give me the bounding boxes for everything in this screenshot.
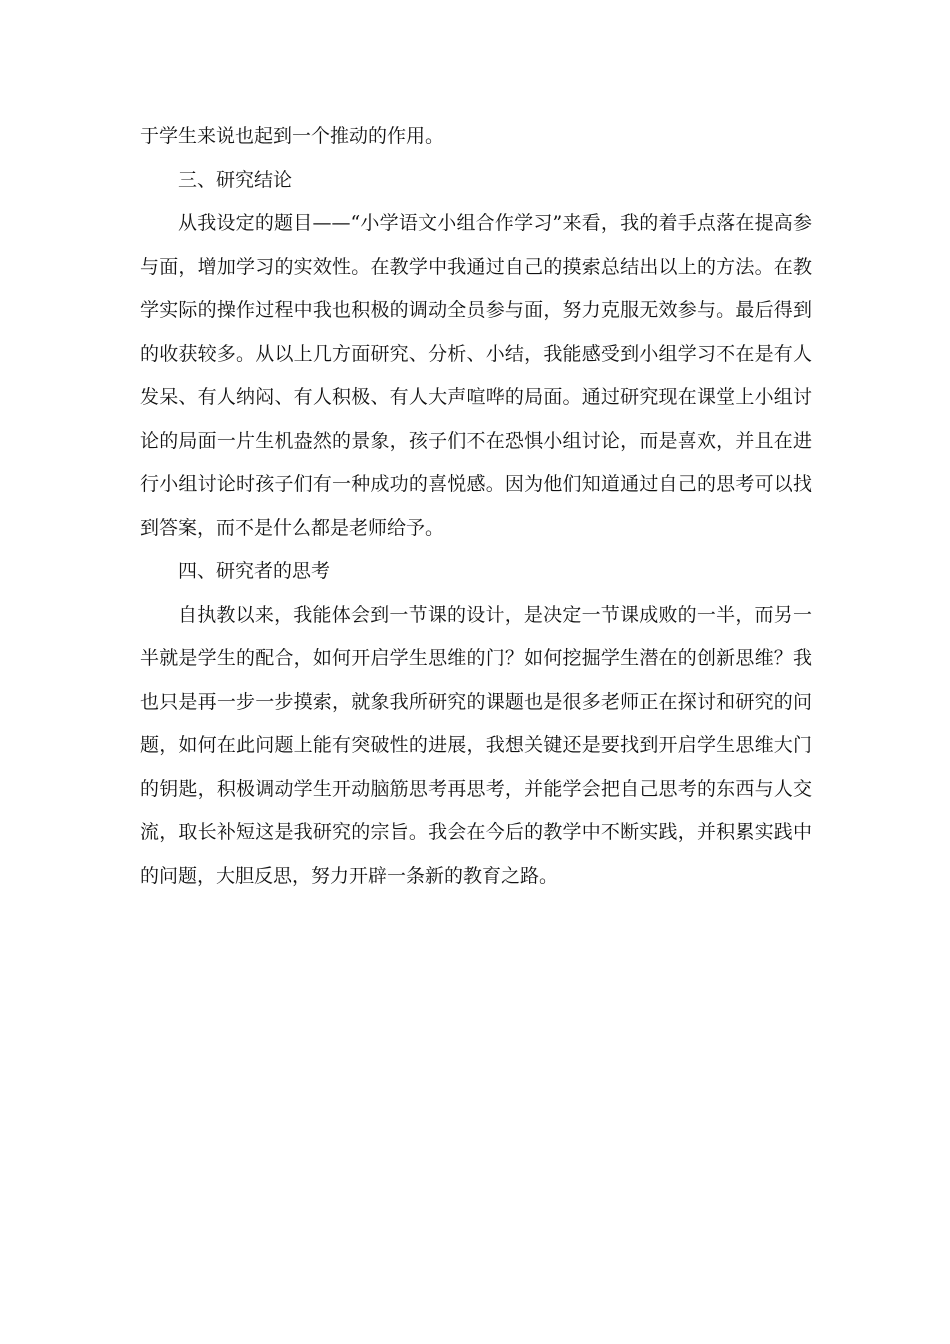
section-heading-reflection: 四、研究者的思考 bbox=[178, 560, 331, 582]
paragraph-conclusion: 从我设定的题目——“小学语文小组合作学习”来看，我的着手点落在提高参与面，增加学习的实效性。在教学中我通过自己的摸索总结出以上的方法。在教学实际的操作过程中我也积极的调动全员参与面，努力克服无效参与。最后得到的收获较多。从以上几方面研究、分析、小结，我能感受到小组学习不在是有人发呆、有人纳闷、有人积极、有人大声喧哗的局面。通过研究现在课堂上小组讨论的局面一片生机盎然的景象，孩子们不在恐惧小组讨论，而是喜欢，并且在进行小组讨论时孩子们有一种成功的喜悦感。因为他们知道通过自己的思考可以找到答案，而不是什么都是老师给予。 bbox=[140, 212, 812, 539]
paragraph-continuation: 于学生来说也起到一个推动的作用。 bbox=[140, 125, 445, 147]
section-heading-conclusion: 三、研究结论 bbox=[178, 168, 293, 191]
document-body bbox=[140, 115, 812, 898]
paragraph-reflection: 自执教以来，我能体会到一节课的设计，是决定一节课成败的一半，而另一半就是学生的配合，如何开启学生思维的门？如何挖掘学生潜在的创新思维？我也只是再一步一步摸索，就象我所研究的课题也是很多老师正在探讨和研究的问题，如何在此问题上能有突破性的进展，我想关键还是要找到开启学生思维大门的钥匙，积极调动学生开动脑筋思考再思考，并能学会把自己思考的东西与人交流，取长补短这是我研究的宗旨。我会在今后的教学中不断实践，并积累实践中的问题，大胆反思，努力开辟一条新的教育之路。 bbox=[140, 603, 812, 887]
